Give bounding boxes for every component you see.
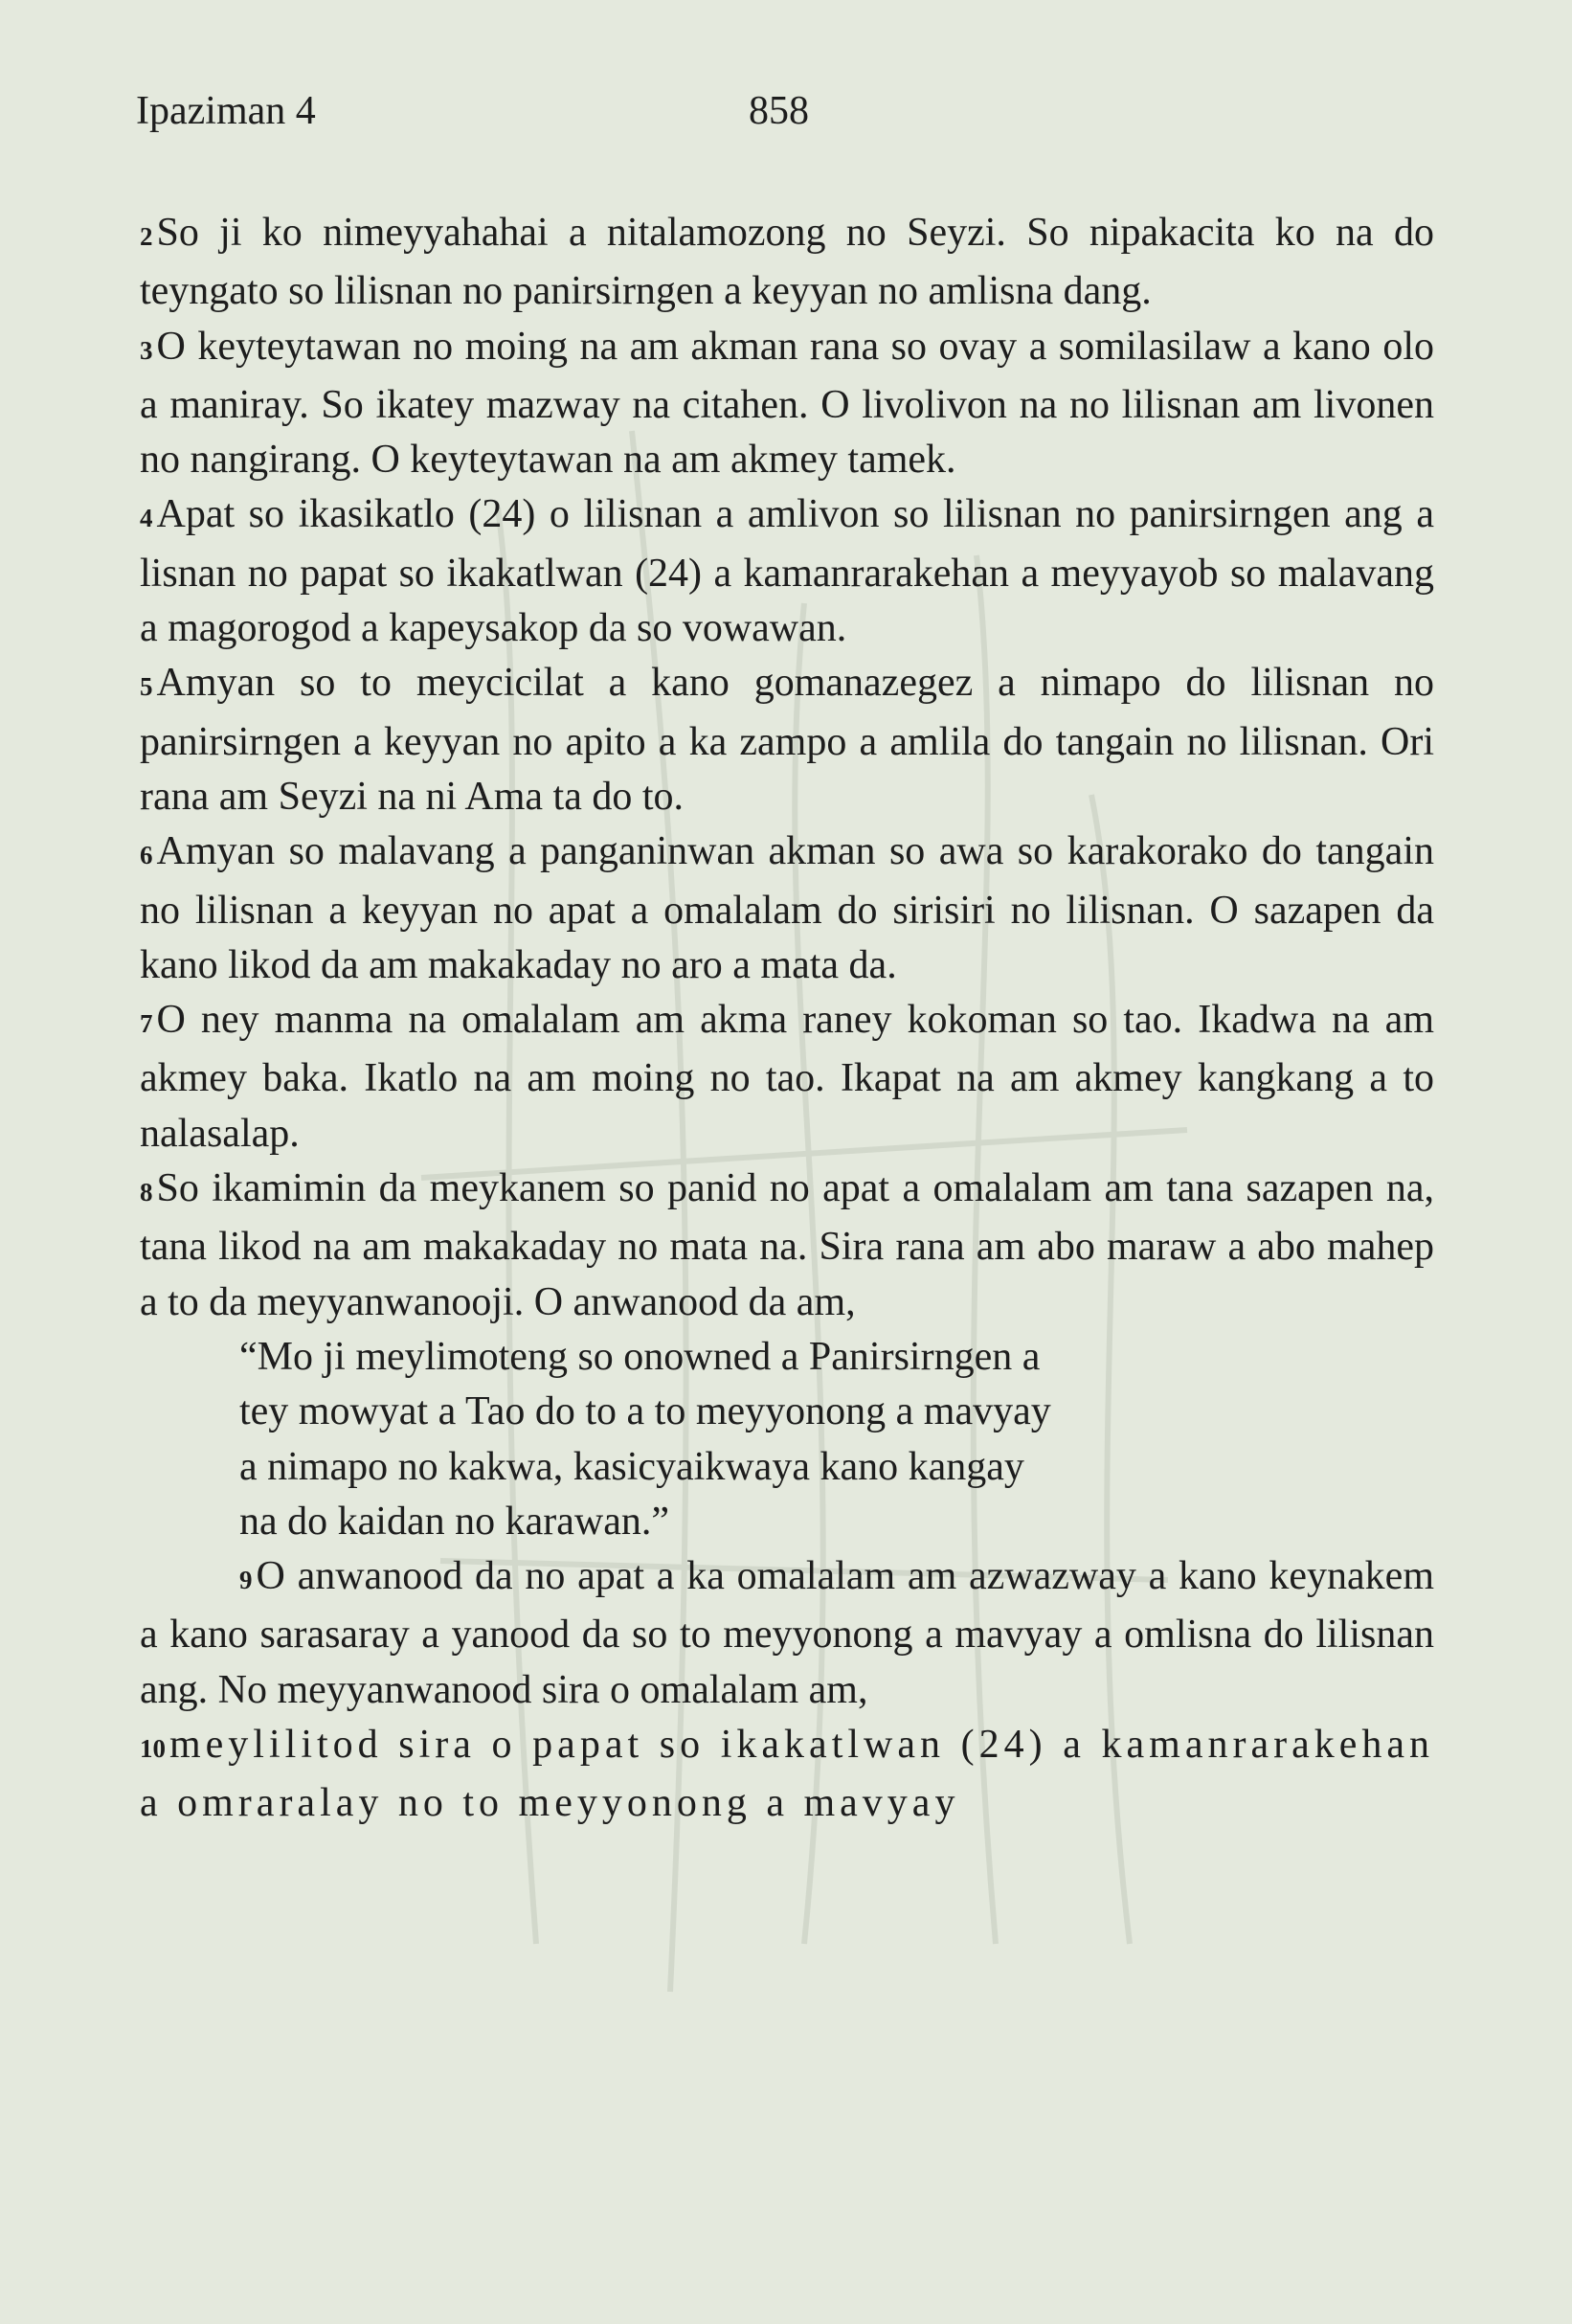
verse-text: meylilitod sira o papat so ikakatlwan (24) a kamanrarakehan a omraralay no to meyyonong a mavyay xyxy=(140,1723,1434,1826)
page-header xyxy=(136,88,1438,146)
quote-line: tey mowyat a Tao do to a to meyyonong a mavyay xyxy=(239,1389,1051,1434)
verse-text: Apat so ikasikatlo (24) o lilisnan a amlivon so lilisnan no panirsirngen ang a lisnan no papat so ikakatlwan (24) a kamanrarakehan a meyyayob so malavang a magorogod a kapeysakop da so vowawan. xyxy=(140,492,1434,651)
verse-number: 9 xyxy=(239,1566,253,1595)
book-chapter-title: Ipaziman 4 xyxy=(136,89,316,133)
verse-number: 2 xyxy=(140,222,153,251)
verse-text: So ikamimin da meykanem so panid no apat a omalalam am tana sazapen na, tana likod na am makakaday no mata na. Sira rana am abo maraw a abo mahep a to da meyyanwanooji. O anwanood da am, xyxy=(140,1166,1434,1324)
verse-number: 3 xyxy=(140,335,153,365)
verse-text: O anwanood da no apat a ka omalalam am azwazway a kano keynakem a kano sarasaray a yanood da so to meyyonong a mavyay a omlisna do lilisnan ang. No meyyanwanood sira o omalalam am, xyxy=(140,1554,1434,1712)
verse-5 xyxy=(140,656,1434,824)
quote-line: a nimapo no kakwa, kasicyaikwaya kano kangay xyxy=(239,1444,1024,1489)
verse-number: 10 xyxy=(140,1734,166,1764)
verse-3 xyxy=(140,320,1434,488)
verse-number: 8 xyxy=(140,1178,153,1207)
quote-line: na do kaidan no karawan.” xyxy=(239,1499,669,1544)
hymn-quote xyxy=(140,1330,1434,1549)
scripture-text xyxy=(140,206,1434,1832)
verse-text: Amyan so malavang a panganinwan akman so awa so karakorako do tangain no lilisnan a keyyan no apat a omalalam do sirisiri no lilisnan. O sazapen da kano likod da am makakaday no aro a mata da. xyxy=(140,829,1434,987)
verse-9 xyxy=(140,1549,1434,1718)
verse-text: So ji ko nimeyyahahai a nitalamozong no Seyzi. So nipakacita ko na do teyngato so lilisnan no panirsirngen a keyyan no amlisna dang. xyxy=(140,211,1434,314)
quote-line: “Mo ji meylimoteng so onowned a Panirsirngen a xyxy=(239,1334,1041,1379)
verse-text: Amyan so to meycicilat a kano gomanazegez a nimapo do lilisnan no panirsirngen a keyyan no apito a ka zampo a amlila do tangain no lilisnan. Ori rana am Seyzi na ni Ama ta do to. xyxy=(140,661,1434,819)
verse-10 xyxy=(140,1718,1434,1832)
verse-number: 6 xyxy=(140,841,153,870)
verse-number: 7 xyxy=(140,1009,153,1039)
verse-4 xyxy=(140,487,1434,656)
verse-text: O ney manma na omalalam am akma raney kokoman so tao. Ikadwa na am akmey baka. Ikatlo na am moing no tao. Ikapat na am akmey kangkang a to nalasalap. xyxy=(140,998,1434,1156)
verse-6 xyxy=(140,824,1434,993)
verse-7 xyxy=(140,993,1434,1162)
verse-number: 4 xyxy=(140,504,153,533)
verse-2 xyxy=(140,206,1434,320)
verse-8 xyxy=(140,1162,1434,1330)
page-number: 858 xyxy=(749,89,809,133)
verse-text: O keyteytawan no moing na am akman rana so ovay a somilasilaw a kano olo a maniray. So ikatey mazway na citahen. O livolivon na no lilisnan am livonen no nangirang. O keyteytawan na am akmey tamek. xyxy=(140,324,1434,483)
verse-number: 5 xyxy=(140,672,153,702)
